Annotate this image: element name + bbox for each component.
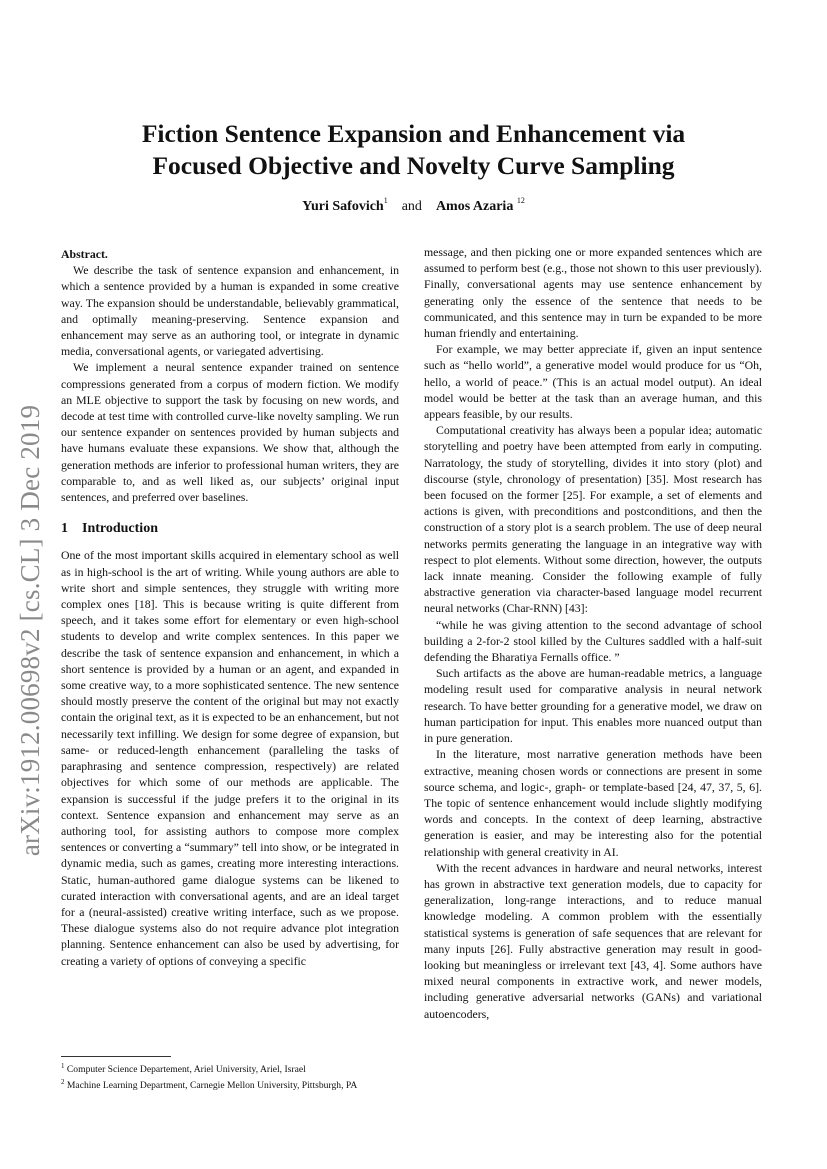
author-1: Yuri Safovich — [302, 199, 384, 214]
abstract-paragraph-1: We describe the task of sentence expansion and enhancement, in which a sentence provided by a human is expanded in some creative way. The expansion should be understandable, believably grammatical, and optimally meaning-preserving. Sentence expansion and enhancement may serve as an authoring tool, or integrate in dynamic media, conversational agents, or variegated advertising. — [61, 263, 399, 359]
arxiv-id-text: arXiv:1912.00698v2 [cs.CL] 3 Dec 2019 — [15, 404, 46, 856]
right-paragraph-7: With the recent advances in hardware and neural networks, interest has grown in abstractive text generation models, due to capacity for generalization, long-range interactions, and to reduce manual knowledge modeling. A common problem with the essentially statistical systems is generation of safe sequences that are relevant for many inputs [26]. Fully abstractive generation may result in good-looking but meaningless or irrelevant text [43, 4]. Some authors have mixed neural components in extractive work, and newer models, including generative adversarial networks (GANs) and variational autoencoders, — [424, 860, 762, 1021]
right-paragraph-3: Computational creativity has always been a popular idea; automatic storytelling and poetry have been attempted from early in computing. Narratology, the study of storytelling, divides it into story (plot) and discourse (style, chronology of presentation) [35]. Most research has been focused on the former [25]. For example, a set of elements and actions is given, with preconditions and postconditions, and then the construction of a story plot is a search problem. The use of deep neural networks permits generating the language in an integrative way with respect to plot elements. Without some direction, however, the outputs lack innate meaning. Consider the following example of fully abstractive generation via character-based language model recurrent neural networks (Char-RNN) [43]: — [424, 423, 762, 616]
right-column — [424, 244, 762, 1022]
abstract-heading: Abstract. — [61, 247, 108, 261]
abstract-paragraph-2: We implement a neural sentence expander trained on sentence compressions generated from a corpus of modern fiction. We modify an MLE objective to support the task by focusing on new words, and decode at test time with controlled curve-like novelty sampling. We run our sentence expander on sentences provided by human subjects and have humans evaluate these expansions. We show that, although the generation methods are inferior to professional human writers, they are comparable to, and as well liked as, our subjects’ original input sentences, and preferred over baselines. — [61, 360, 399, 505]
right-paragraph-1: message, and then picking one or more expanded sentences which are assumed to perform best (e.g., those not shown to this user previously). Finally, conversational agents may use sentence enhancement by generating only the essence of the sentence that needs to be communicated, and this sentence may in turn be expanded to be more human friendly and entertaining. — [424, 245, 762, 341]
author-2-affiliation: 12 — [516, 196, 525, 205]
author-list — [0, 196, 827, 215]
author-conjunction: and — [401, 199, 422, 214]
section-number: 1 — [61, 521, 68, 537]
right-paragraph-6: In the literature, most narrative generation methods have been extractive, meaning chosen words or connections are present in some source schema, and logic-, graph- or template-based [24, 47, 37, 5, 6]. The topic of sentence enhancement would include slightly modifying words and concepts. In the context of deep learning, abstractive generation is easier, and may be interesting also for the potential relationship with general creativity in AI. — [424, 747, 762, 859]
left-column — [61, 246, 399, 969]
footnote-1-text: Computer Science Departement, Ariel University, Ariel, Israel — [66, 1064, 306, 1076]
right-paragraph-2: For example, we may better appreciate if, given an input sentence such as “hello world”, a generative model would produce for us “Oh, hello, a world of peace.” (This is an actual model output). An ideal model would be better at the task than an average human, and this appears feasible, by our results. — [424, 342, 762, 422]
introduction-paragraph-1: One of the most important skills acquired in elementary school as well as in high-school is the art of writing. While young authors are able to write short and simple sentences, they struggle with writing more complex ones [18]. This is because writing is quite different from speech, and it takes some effort for elementary or even high-school students to develop and write complex sentences. In this paper we describe the task of sentence expansion and enhancement, in which a short sentence is provided by a human or an agent, and expanded in some creative way, to a more sophisticated sentence. The new sentence should mostly preserve the content of the original but may not exactly contain the original text, as it is expected to be an enhancement, but not necessarily text infilling. We design for some degree of expansion, but same- or reduced-length enhancement (paralleling the tasks of paraphrasing and sentence compression, respectively) are related objectives for which some of our methods are applicable. The expansion is successful if the judge prefers it to the original in its context. Sentence expansion and enhancement may serve as an authoring tool, for assisting authors to compose more complex sentences or converting a “summary” tell into show, or be integrated in dynamic media, such as games, creating more interesting interactions. Static, human-authored game dialogue systems can be likened to curated interaction with conversational agents, and are an ideal target for a (neural-assisted) creative writing interface, such as we propose. These dialogue systems also do not require advance plot integration planning. Sentence enhancement can also be used by advertising, for creating a variety of options of conveying a specific — [61, 548, 399, 968]
section-title: Introduction — [82, 521, 158, 537]
section-heading-introduction — [61, 521, 399, 537]
author-2: Amos Azaria — [435, 199, 514, 214]
arxiv-identifier-stamp — [6, 370, 56, 890]
right-paragraph-5: Such artifacts as the above are human-readable metrics, a language modeling result used for comparative analysis in neural network research. To have better grounding for a generative model, we draw on human participation for input. This enables more nuanced output than in pure generation. — [424, 666, 762, 746]
footnote-rule — [61, 1056, 171, 1057]
title-line-2: Focused Objective and Novelty Curve Sampling — [152, 151, 675, 180]
footnotes — [61, 1056, 399, 1092]
author-1-affiliation: 1 — [383, 196, 388, 205]
quoted-example: “while he was giving attention to the second advantage of school building a 2-for-2 stool killed by the Cultures saddled with a half-suit defending the Bharatiya Fernalls office. ” — [424, 617, 762, 665]
footnote-2-text: Machine Learning Department, Carnegie Mellon University, Pittsburgh, PA — [66, 1080, 358, 1092]
title-line-1: Fiction Sentence Expansion and Enhancement via — [141, 119, 686, 148]
footnote-1-mark: 1 — [61, 1062, 65, 1070]
footnote-1 — [61, 1060, 399, 1076]
paper-title — [60, 118, 767, 182]
footnote-2-mark: 2 — [61, 1078, 65, 1087]
footnote-2 — [61, 1076, 399, 1092]
